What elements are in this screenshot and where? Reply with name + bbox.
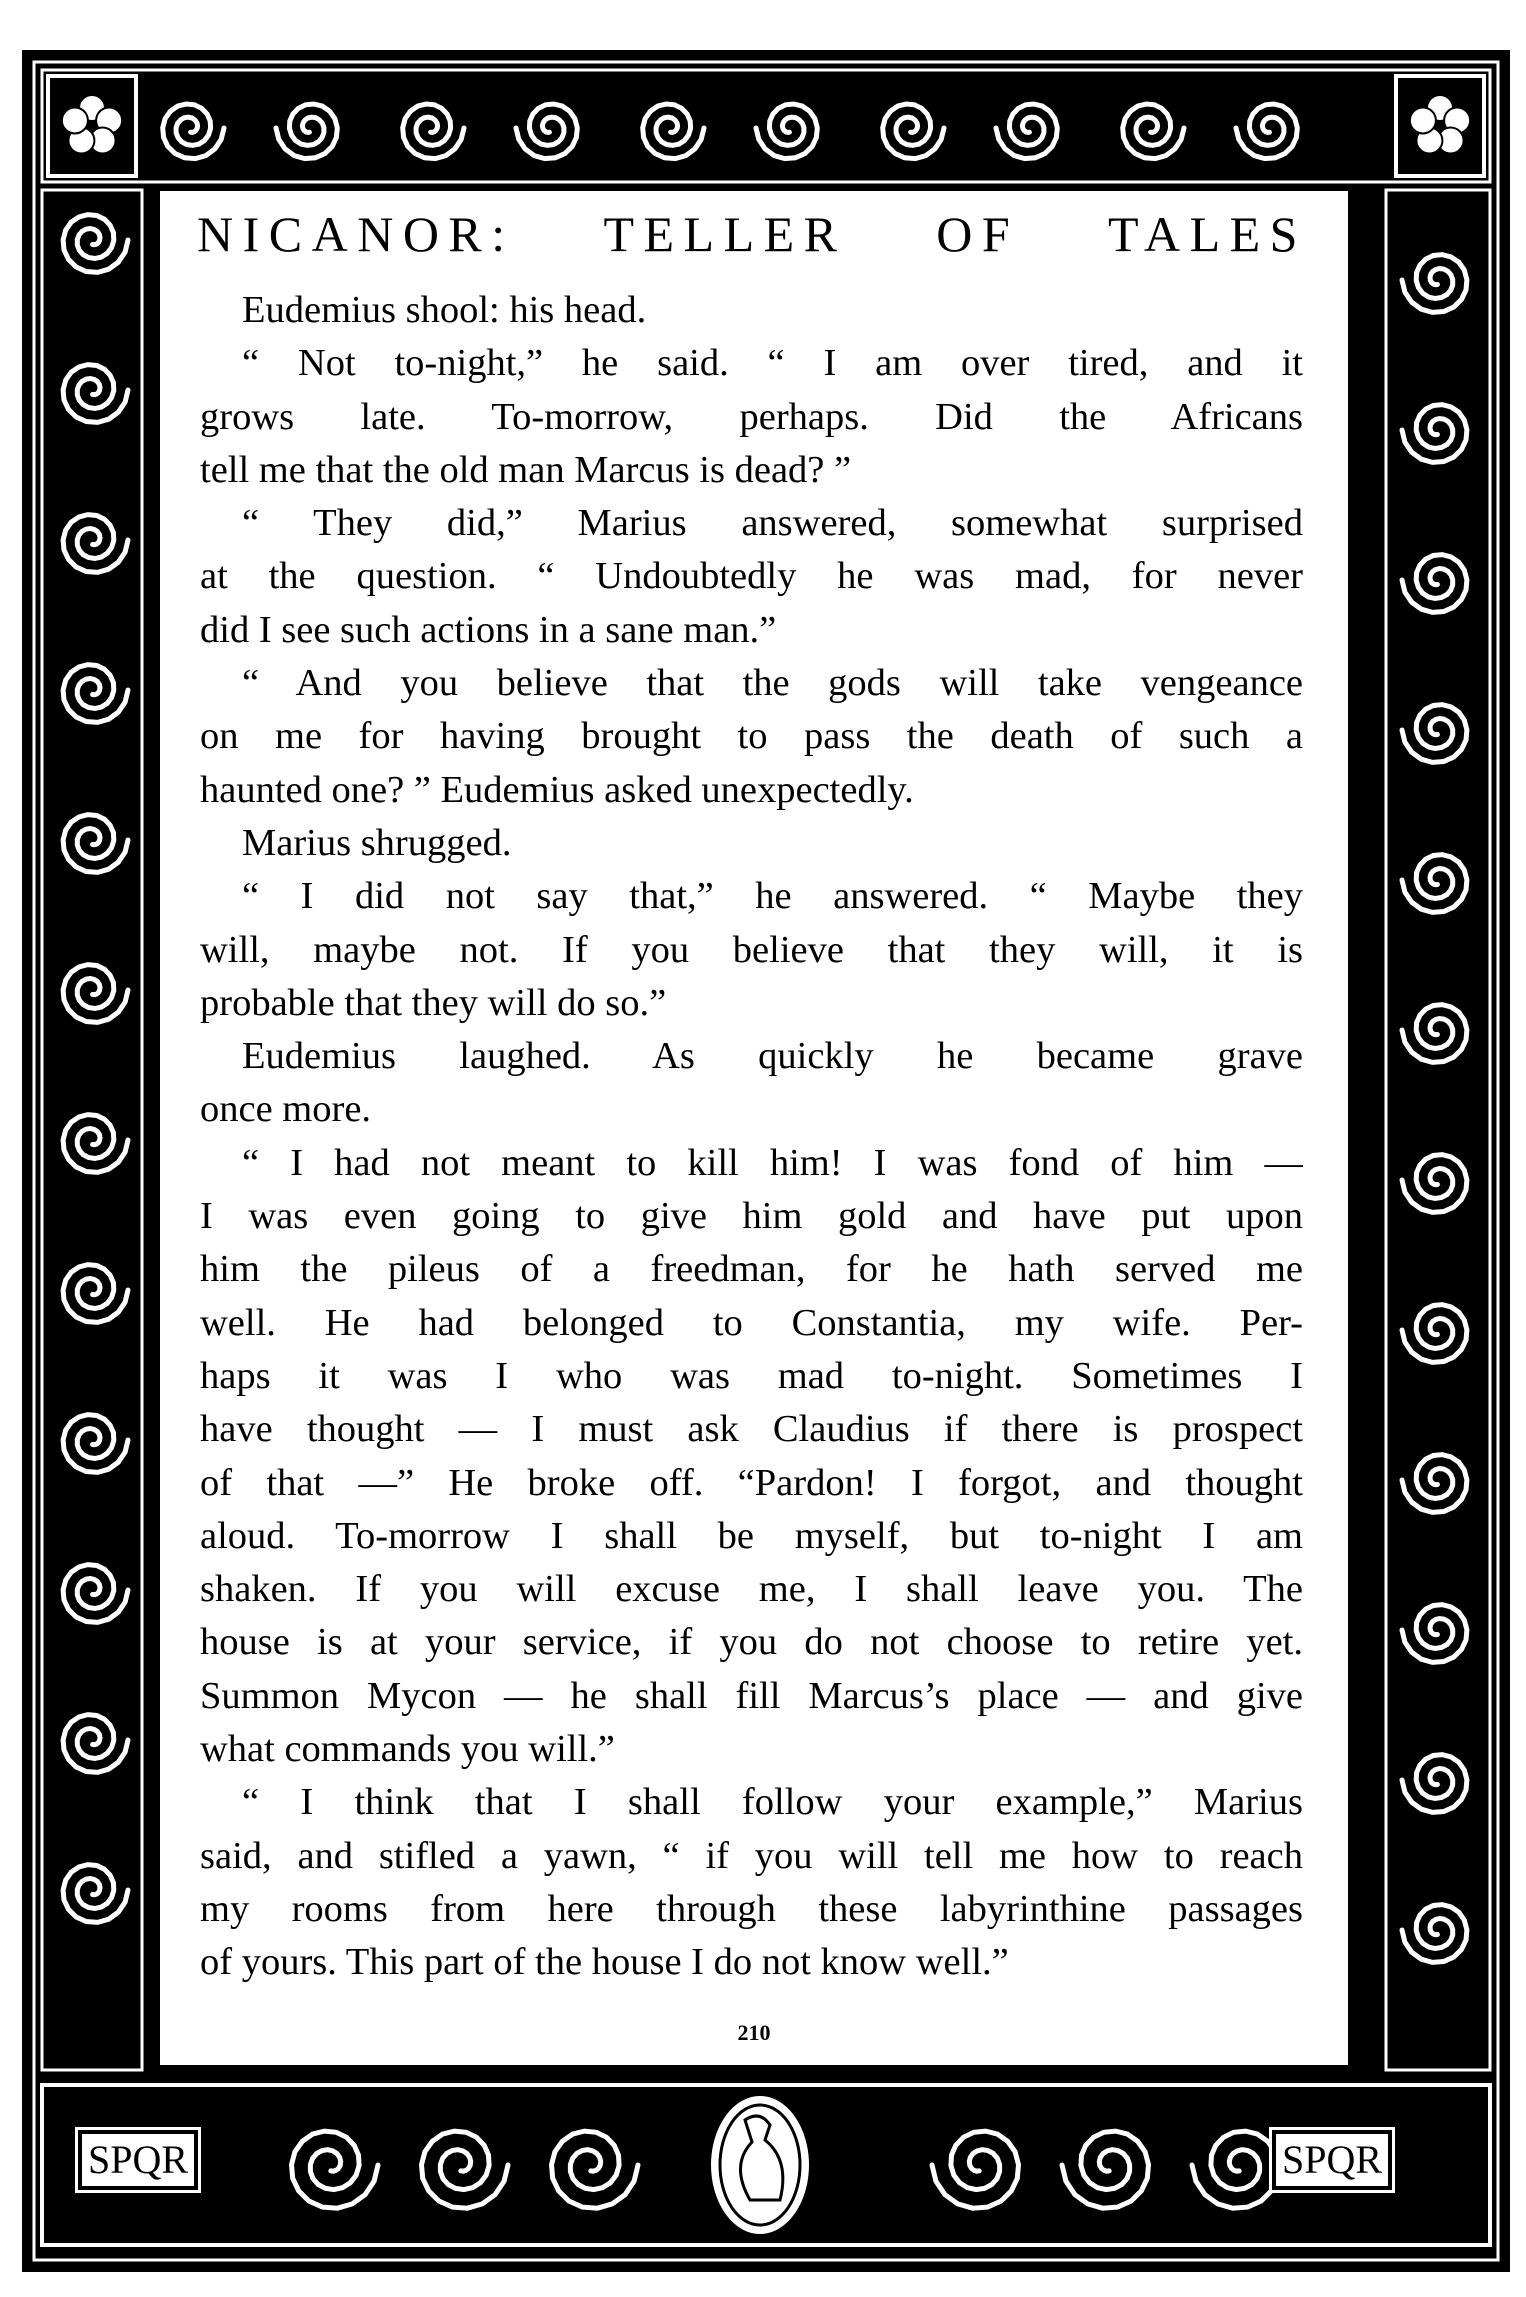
spqr-emblem-right: SPQR bbox=[1272, 2130, 1392, 2190]
text-line: “ I did not say that,” he answered. “ Maybe they bbox=[242, 875, 1303, 918]
text-line: “ And you believe that the gods will take vengeance bbox=[242, 662, 1303, 705]
text-line: “ I had not meant to kill him! I was fond of him — bbox=[242, 1141, 1303, 1184]
spqr-emblem-left: SPQR bbox=[78, 2130, 198, 2190]
flower-petal-icon bbox=[1410, 107, 1436, 133]
text-line: I was even going to give him gold and have put upon bbox=[200, 1195, 1303, 1238]
body-text bbox=[200, 284, 1303, 1990]
text-line: grows late. To-morrow, perhaps. Did the Africans bbox=[200, 395, 1303, 438]
text-line: will, maybe not. If you believe that they will, it is bbox=[200, 928, 1303, 971]
text-line: Summon Mycon — he shall fill Marcus’s place — and give bbox=[200, 1674, 1303, 1717]
text-line: house is at your service, if you do not choose to retire yet. bbox=[200, 1621, 1303, 1664]
eagle-medallion bbox=[708, 2093, 812, 2237]
text-line: said, and stifled a yawn, “ if you will tell me how to reach bbox=[200, 1834, 1303, 1877]
text-line: “ I think that I shall follow your example,” Marius bbox=[242, 1781, 1303, 1824]
text-line: of yours. This part of the house I do not know well.” bbox=[200, 1941, 1009, 1984]
text-line: my rooms from here through these labyrinthine passages bbox=[200, 1887, 1303, 1930]
flower-petal-icon bbox=[62, 107, 88, 133]
text-line: Marius shrugged. bbox=[242, 821, 512, 864]
text-line: aloud. To-morrow I shall be myself, but to-night I am bbox=[200, 1514, 1303, 1557]
text-line: probable that they will do so.” bbox=[200, 981, 667, 1024]
text-line: him the pileus of a freedman, for he hath served me bbox=[200, 1248, 1303, 1291]
text-line: Eudemius laughed. As quickly he became grave bbox=[242, 1035, 1303, 1078]
text-line: haps it was I who was mad to-night. Sometimes I bbox=[200, 1354, 1303, 1397]
text-line: at the question. “ Undoubtedly he was mad, for never bbox=[200, 555, 1303, 598]
text-line: on me for having brought to pass the death of such a bbox=[200, 715, 1303, 758]
text-line: once more. bbox=[200, 1088, 372, 1131]
text-line: tell me that the old man Marcus is dead? ” bbox=[200, 448, 852, 491]
page-heading: NICANOR: TELLER OF TALES bbox=[197, 206, 1307, 262]
text-line: “ Not to-night,” he said. “ I am over tired, and it bbox=[242, 342, 1303, 385]
page-number: 210 bbox=[737, 2020, 771, 2045]
text-line: well. He had belonged to Constantia, my wife. Per- bbox=[200, 1301, 1303, 1344]
text-line: did I see such actions in a sane man.” bbox=[200, 608, 777, 651]
text-line: shaken. If you will excuse me, I shall leave you. The bbox=[200, 1568, 1303, 1611]
text-line: of that —” He broke off. “Pardon! I forgot, and thought bbox=[200, 1461, 1303, 1504]
text-line: Eudemius shool: his head. bbox=[242, 289, 647, 331]
text-line: have thought — I must ask Claudius if there is prospect bbox=[200, 1408, 1303, 1451]
text-line: “ They did,” Marius answered, somewhat surprised bbox=[242, 502, 1303, 545]
text-line: haunted one? ” Eudemius asked unexpectedly. bbox=[200, 768, 914, 811]
text-line: what commands you will.” bbox=[200, 1728, 615, 1771]
